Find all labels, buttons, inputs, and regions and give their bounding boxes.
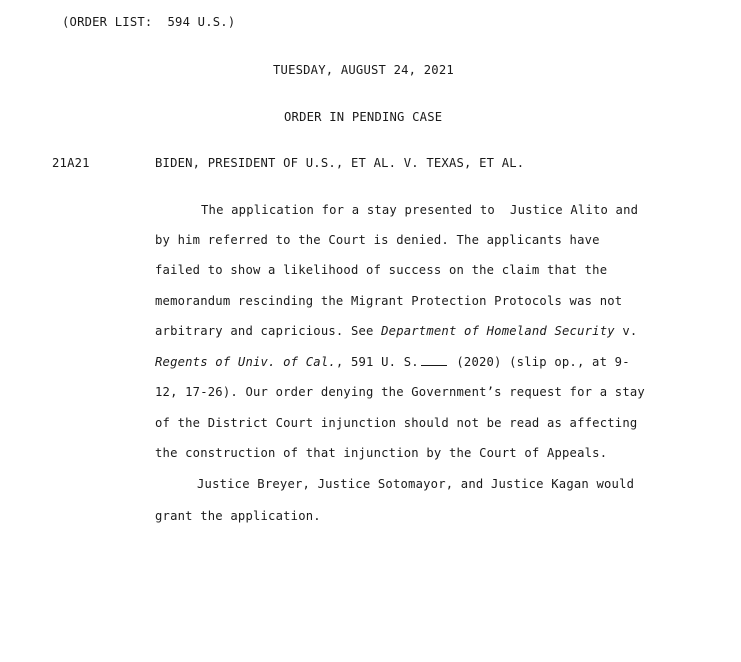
- docket-number: 21A21: [52, 156, 90, 170]
- order-line: failed to show a likelihood of success on the claim that the: [155, 263, 608, 277]
- page-blank-line: [421, 364, 447, 366]
- case-caption: BIDEN, PRESIDENT OF U.S., ET AL. V. TEXAS, ET AL.: [155, 156, 525, 170]
- order-line: by him referred to the Court is denied. The applicants have: [155, 233, 600, 247]
- order-line: 12, 17-26). Our order denying the Government’s request for a stay: [155, 385, 645, 399]
- order-date: TUESDAY, AUGUST 24, 2021: [273, 63, 454, 77]
- order-text-fragment: arbitrary and capricious. See: [155, 324, 382, 338]
- order-line: the construction of that injunction by the Court of Appeals.: [155, 446, 608, 460]
- order-line: of the District Court injunction should not be read as affecting: [155, 416, 638, 430]
- order-text-fragment: (2020) (slip op., at 9-: [448, 355, 630, 369]
- case-citation: Regents of Univ. of Cal.: [155, 355, 336, 369]
- case-citation: Department of Homeland Security: [381, 324, 615, 338]
- order-text-fragment: , 591 U. S.: [335, 355, 419, 369]
- order-text-fragment: v.: [614, 324, 638, 338]
- order-line: Justice Breyer, Justice Sotomayor, and Justice Kagan would: [197, 477, 635, 491]
- order-list-header: (ORDER LIST: 594 U.S.): [62, 15, 236, 29]
- section-title: ORDER IN PENDING CASE: [284, 110, 443, 124]
- order-line: grant the application.: [155, 509, 321, 523]
- order-line: [155, 323, 637, 339]
- order-line: [155, 354, 630, 370]
- order-line: The application for a stay presented to Justice Alito and: [201, 203, 639, 217]
- order-line: memorandum rescinding the Migrant Protection Protocols was not: [155, 294, 623, 308]
